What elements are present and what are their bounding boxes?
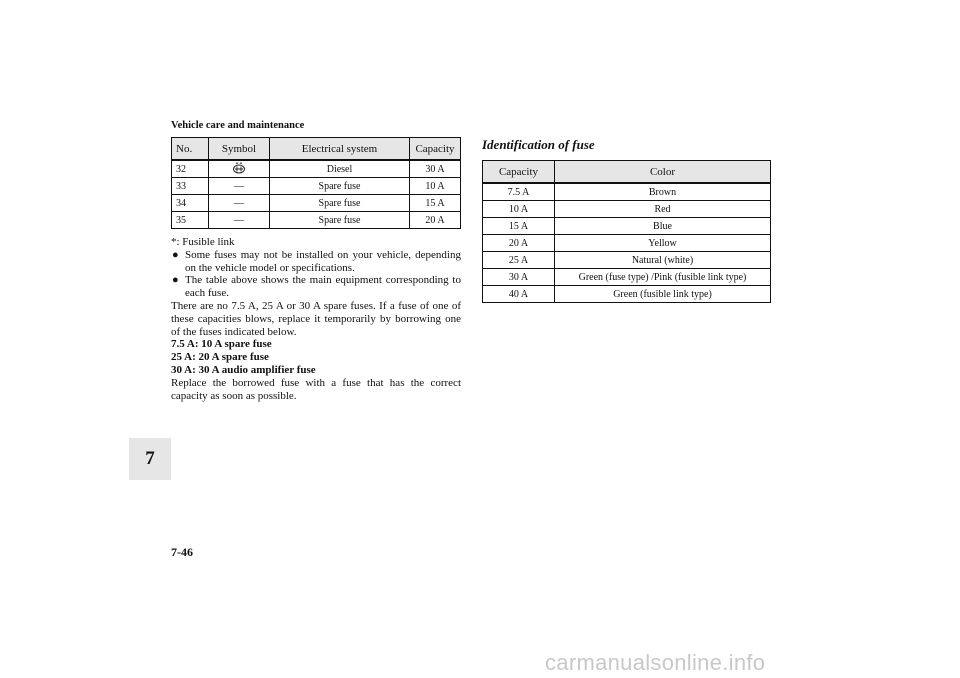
- equipment-table: [171, 137, 461, 229]
- substitution-7-5a: 7.5 A: 10 A spare fuse: [171, 338, 272, 351]
- row-capacity: 25 A: [483, 252, 555, 269]
- row-color: Brown: [555, 183, 771, 201]
- bullet-text: Some fuses may not be installed on your vehicle, depending on the vehicle model or specifications.: [185, 248, 461, 274]
- col-color: Color: [555, 161, 771, 184]
- table-row: [483, 235, 771, 252]
- table-row: [483, 252, 771, 269]
- row-capacity: 7.5 A: [483, 183, 555, 201]
- row-color: Yellow: [555, 235, 771, 252]
- row-capacity: 20 A: [410, 212, 461, 229]
- col-electrical-system: Electrical system: [270, 138, 410, 161]
- row-electrical-system: Spare fuse: [270, 178, 410, 195]
- table-row: [483, 218, 771, 235]
- row-symbol: [209, 160, 270, 178]
- row-color: Natural (white): [555, 252, 771, 269]
- diesel-heater-icon: [232, 162, 246, 174]
- bullet-text: The table above shows the main equipment corresponding to each fuse.: [185, 274, 461, 300]
- row-color: Green (fuse type) /Pink (fusible link type): [555, 269, 771, 286]
- bullet-icon: ●: [172, 274, 179, 287]
- row-capacity: 20 A: [483, 235, 555, 252]
- row-capacity: 10 A: [410, 178, 461, 195]
- bullet-icon: ●: [172, 248, 179, 261]
- row-no: 32: [172, 160, 209, 178]
- table-row: [483, 201, 771, 218]
- row-capacity: 40 A: [483, 286, 555, 303]
- table-row: [483, 269, 771, 286]
- equipment-table-header: [172, 138, 461, 161]
- table-row: [172, 212, 461, 229]
- row-no: 33: [172, 178, 209, 195]
- col-capacity: Capacity: [483, 161, 555, 184]
- substitution-25a: 25 A: 20 A spare fuse: [171, 351, 269, 364]
- row-symbol: —: [209, 178, 270, 195]
- row-color: Red: [555, 201, 771, 218]
- fuse-color-table: [482, 160, 771, 303]
- row-capacity: 30 A: [410, 160, 461, 178]
- col-capacity: Capacity: [410, 138, 461, 161]
- table-row: [172, 178, 461, 195]
- table-row: [483, 183, 771, 201]
- row-color: Blue: [555, 218, 771, 235]
- row-color: Green (fusible link type): [555, 286, 771, 303]
- bullet-item: [171, 249, 461, 275]
- footnote: *: Fusible link: [171, 236, 235, 248]
- replace-paragraph: Replace the borrowed fuse with a fuse that has the correct capacity as soon as possible.: [171, 376, 461, 402]
- row-electrical-system: Diesel: [270, 160, 410, 178]
- row-symbol: —: [209, 212, 270, 229]
- row-capacity: 15 A: [483, 218, 555, 235]
- row-no: 35: [172, 212, 209, 229]
- bullet-item: [171, 274, 461, 300]
- section-tab: 7: [129, 438, 171, 480]
- notes-block: [171, 236, 461, 402]
- col-no: No.: [172, 138, 209, 161]
- row-no: 34: [172, 195, 209, 212]
- row-electrical-system: Spare fuse: [270, 212, 410, 229]
- row-symbol: —: [209, 195, 270, 212]
- table-row: [172, 160, 461, 178]
- running-header: Vehicle care and maintenance: [171, 120, 305, 131]
- page-number: 7-46: [171, 545, 193, 559]
- row-capacity: 15 A: [410, 195, 461, 212]
- table-row: [483, 286, 771, 303]
- substitution-30a: 30 A: 30 A audio amplifier fuse: [171, 363, 316, 376]
- fuse-color-header: [483, 161, 771, 184]
- col-symbol: Symbol: [209, 138, 270, 161]
- table-row: [172, 195, 461, 212]
- row-capacity: 30 A: [483, 269, 555, 286]
- watermark: carmanualsonline.info: [545, 650, 766, 675]
- identification-title: Identification of fuse: [482, 137, 595, 152]
- row-electrical-system: Spare fuse: [270, 195, 410, 212]
- spare-fuse-paragraph: There are no 7.5 A, 25 A or 30 A spare fuses. If a fuse of one of these capacities blows, replace it temporarily by borrowing one of the fuses indicated below.: [171, 299, 461, 338]
- row-capacity: 10 A: [483, 201, 555, 218]
